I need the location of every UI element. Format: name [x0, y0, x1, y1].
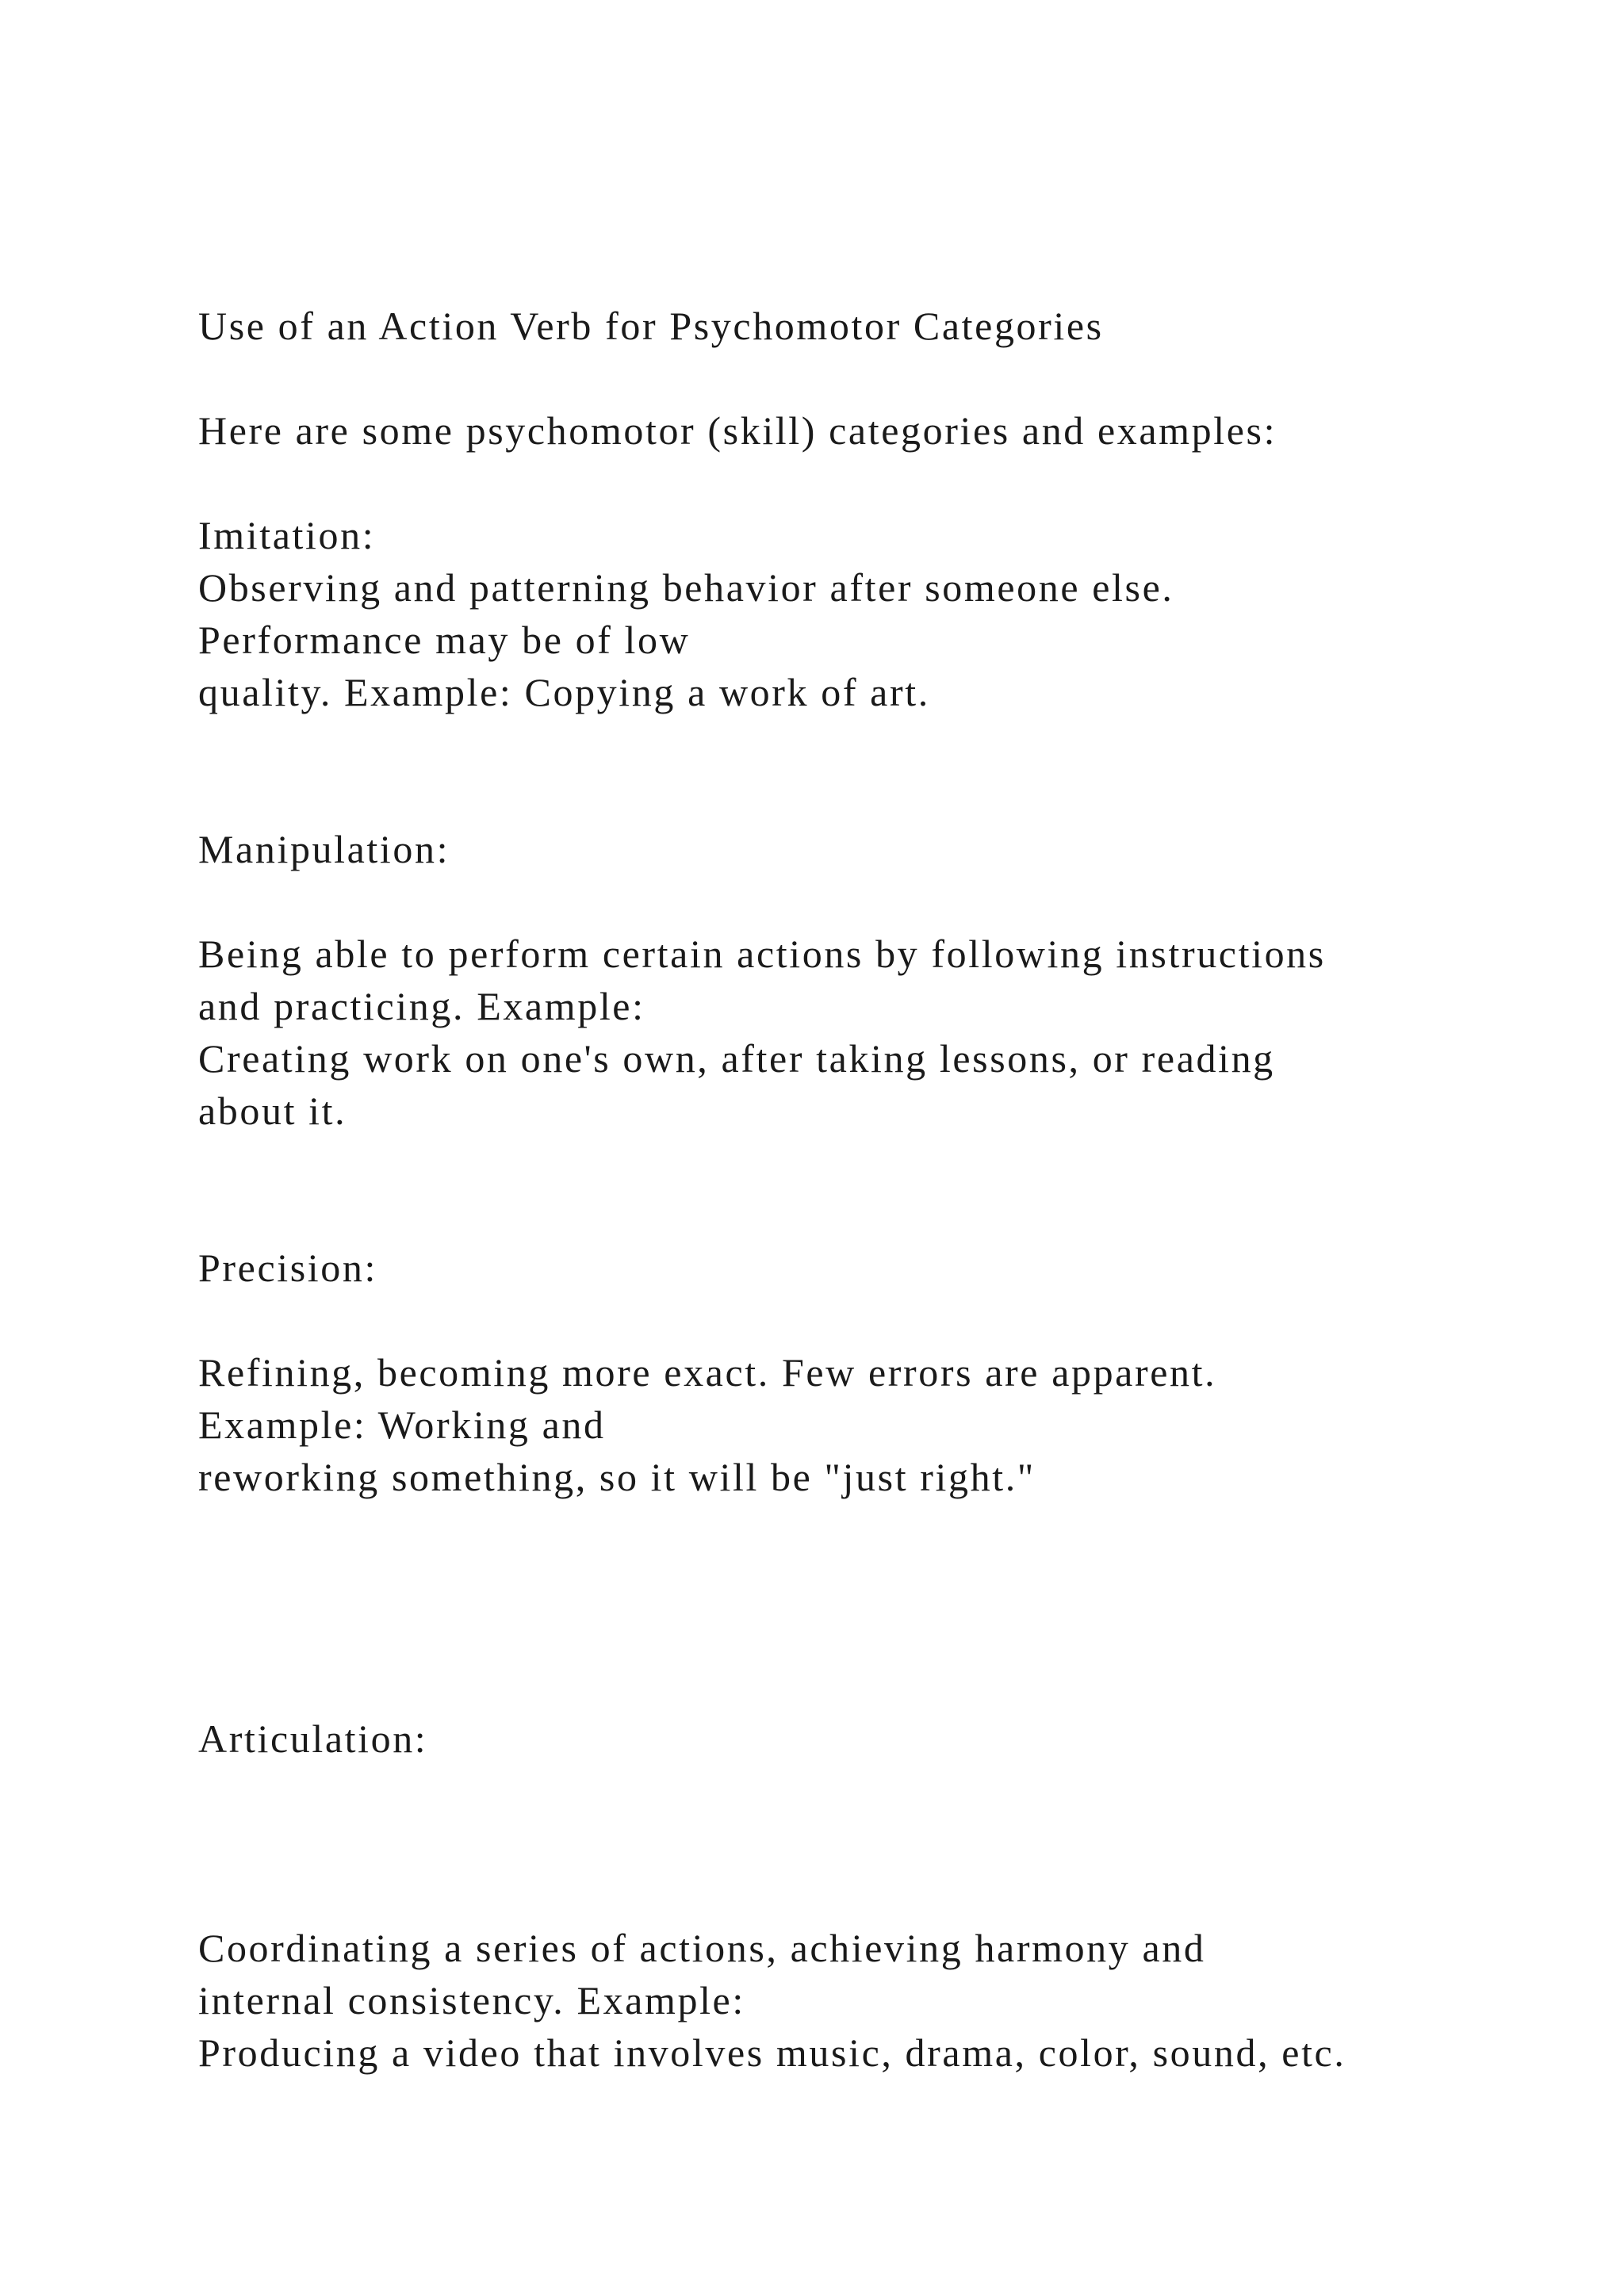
imitation-heading: Imitation: — [198, 513, 376, 557]
precision-line: Refining, becoming more exact. Few errors are apparent. — [198, 1350, 1217, 1395]
articulation-line: Producing a video that involves music, drama, color, sound, etc. — [198, 2030, 1346, 2075]
precision-heading: Precision: — [198, 1246, 377, 1290]
manipulation-line: Being able to perform certain actions by following instructions — [198, 932, 1326, 976]
manipulation-line: about it. — [198, 1089, 347, 1133]
articulation-line: Coordinating a series of actions, achieving harmony and — [198, 1926, 1206, 1970]
manipulation-line: Creating work on one's own, after taking lessons, or reading — [198, 1036, 1275, 1081]
manipulation-line: and practicing. Example: — [198, 984, 645, 1028]
imitation-line: Performance may be of low — [198, 618, 691, 662]
precision-line: Example: Working and — [198, 1402, 606, 1447]
articulation-line: internal consistency. Example: — [198, 1978, 745, 2022]
intro-text: Here are some psychomotor (skill) categories and examples: — [198, 408, 1277, 453]
document-title: Use of an Action Verb for Psychomotor Categories — [198, 304, 1104, 348]
imitation-line: quality. Example: Copying a work of art. — [198, 670, 930, 714]
manipulation-heading: Manipulation: — [198, 827, 450, 871]
articulation-heading: Articulation: — [198, 1716, 428, 1761]
imitation-line: Observing and patterning behavior after someone else. — [198, 565, 1174, 610]
precision-line: reworking something, so it will be "just right." — [198, 1455, 1036, 1499]
